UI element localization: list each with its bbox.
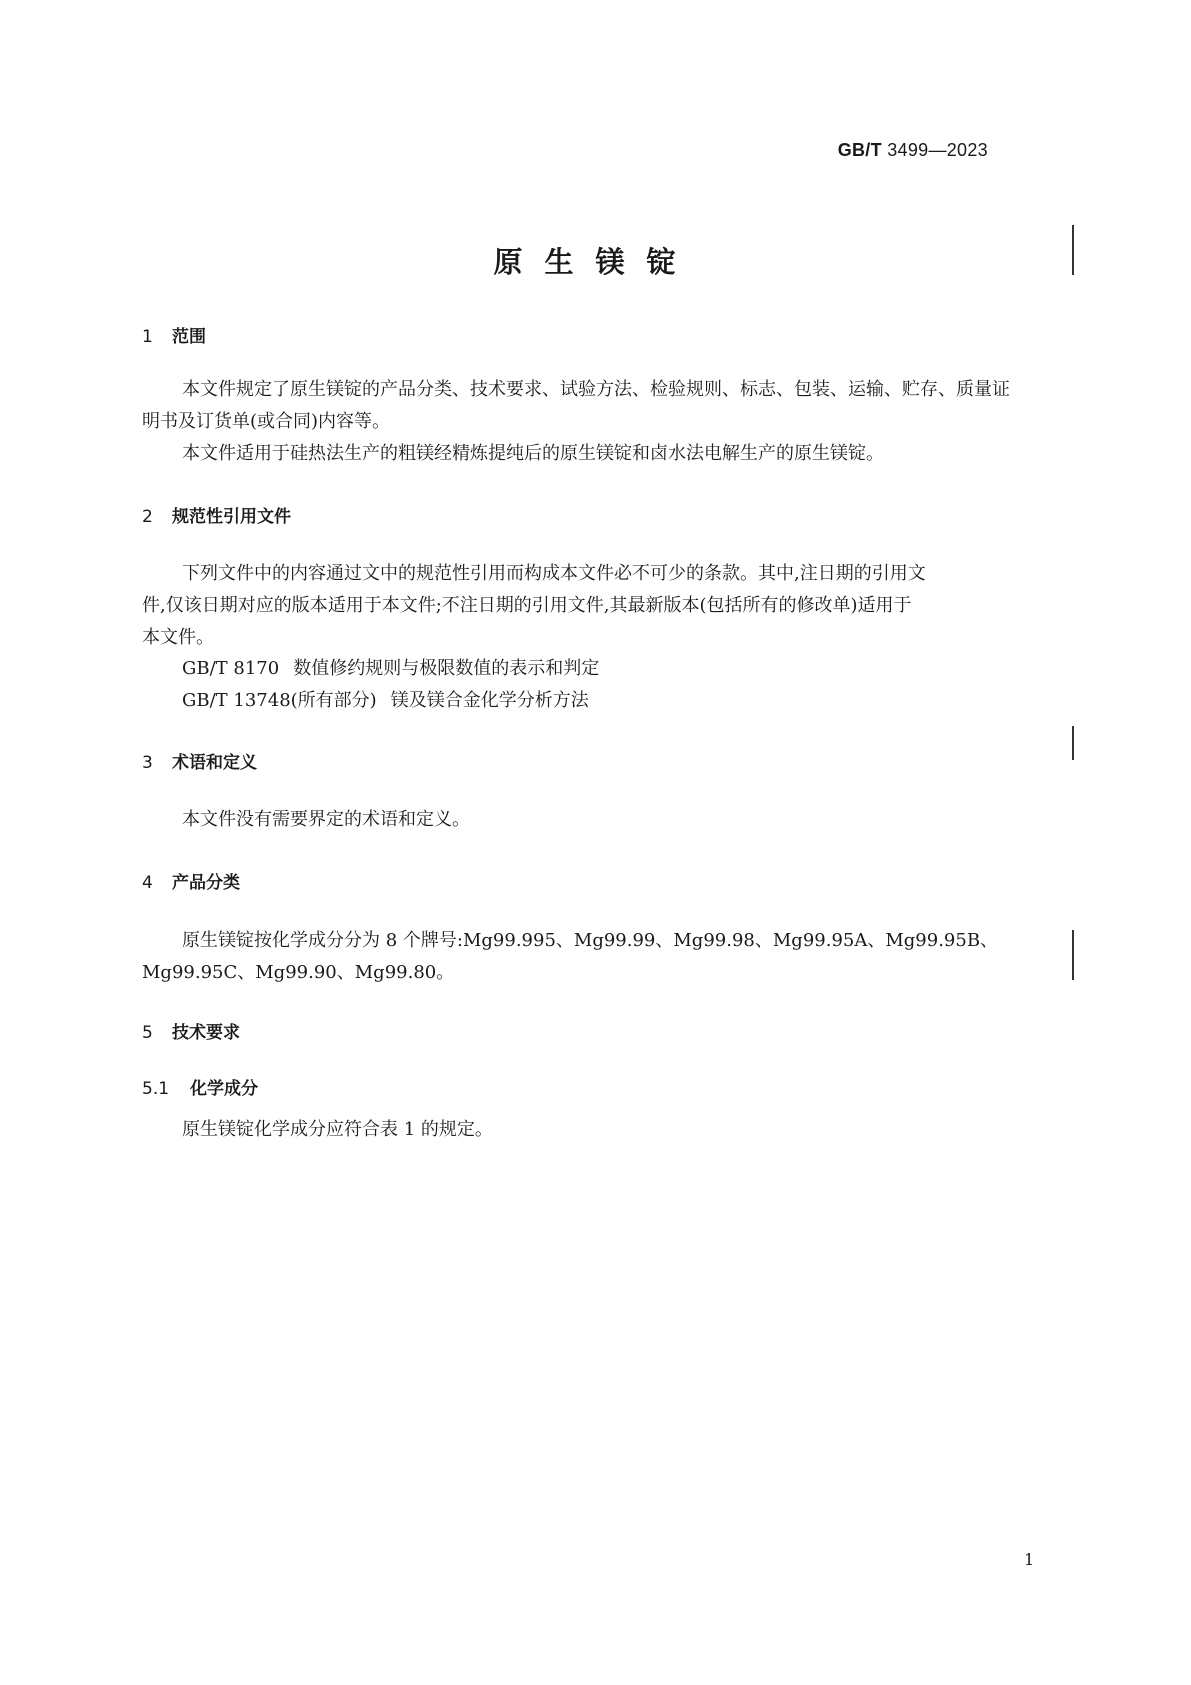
reference-title: 镁及镁合金化学分析方法 (390, 690, 589, 711)
paragraph-line: Mg99.95C、Mg99.90、Mg99.80。 (142, 962, 455, 983)
normative-reference (182, 654, 599, 680)
standard-prefix: GB/T (837, 140, 882, 160)
paragraph-line: 原生镁锭化学成分应符合表 1 的规定。 (182, 1119, 493, 1140)
section-heading-4 (142, 868, 240, 893)
reference-code: GB/T 8170 (182, 658, 280, 679)
reference-code: GB/T 13748(所有部分) (182, 690, 377, 711)
page-number: 1 (1024, 1550, 1035, 1569)
standard-code (838, 140, 988, 161)
section-title: 技术要求 (172, 1023, 240, 1043)
subsection-heading-5-1 (142, 1074, 258, 1099)
paragraph-line: 原生镁锭按化学成分分为 8 个牌号:Mg99.995、Mg99.99、Mg99.98、Mg99.95A、Mg99.95B、 (182, 930, 999, 951)
paragraph (142, 374, 1070, 470)
paragraph-line: 本文件没有需要界定的术语和定义。 (182, 809, 470, 830)
paragraph (142, 925, 1070, 989)
paragraph (142, 1114, 1070, 1146)
section-number: 5 (142, 1023, 153, 1043)
paragraph-line: 下列文件中的内容通过文中的规范性引用而构成本文件必不可少的条款。其中,注日期的引用文 (182, 563, 926, 584)
section-heading-5 (142, 1018, 240, 1043)
paragraph-line: 本文件。 (142, 627, 214, 648)
section-number: 3 (142, 753, 153, 773)
section-heading-3 (142, 748, 257, 773)
section-title: 产品分类 (172, 873, 240, 893)
section-number: 4 (142, 873, 153, 893)
document-title: 原生镁锭 (493, 245, 698, 279)
paragraph (142, 804, 1070, 836)
section-title: 规范性引用文件 (172, 507, 291, 527)
change-bar (1072, 225, 1074, 275)
normative-reference (182, 686, 589, 712)
section-heading-2 (142, 502, 291, 527)
paragraph-line: 件,仅该日期对应的版本适用于本文件;不注日期的引用文件,其最新版本(包括所有的修改单)适用于 (142, 595, 912, 616)
section-number: 2 (142, 507, 153, 527)
change-bar (1072, 726, 1074, 760)
section-title: 术语和定义 (172, 753, 257, 773)
paragraph (142, 558, 1070, 654)
standard-number: 3499—2023 (887, 140, 988, 160)
section-heading-1 (142, 322, 206, 347)
reference-title: 数值修约规则与极限数值的表示和判定 (293, 658, 600, 679)
paragraph-line: 本文件适用于硅热法生产的粗镁经精炼提纯后的原生镁锭和卤水法电解生产的原生镁锭。 (182, 443, 884, 464)
paragraph-line: 明书及订货单(或合同)内容等。 (142, 411, 391, 432)
section-number: 5.1 (142, 1079, 170, 1099)
section-title: 化学成分 (190, 1079, 258, 1099)
change-bar (1072, 930, 1074, 980)
section-number: 1 (142, 327, 153, 347)
paragraph-line: 本文件规定了原生镁锭的产品分类、技术要求、试验方法、检验规则、标志、包装、运输、贮存、质量证 (182, 379, 1010, 400)
section-title: 范围 (172, 327, 206, 347)
